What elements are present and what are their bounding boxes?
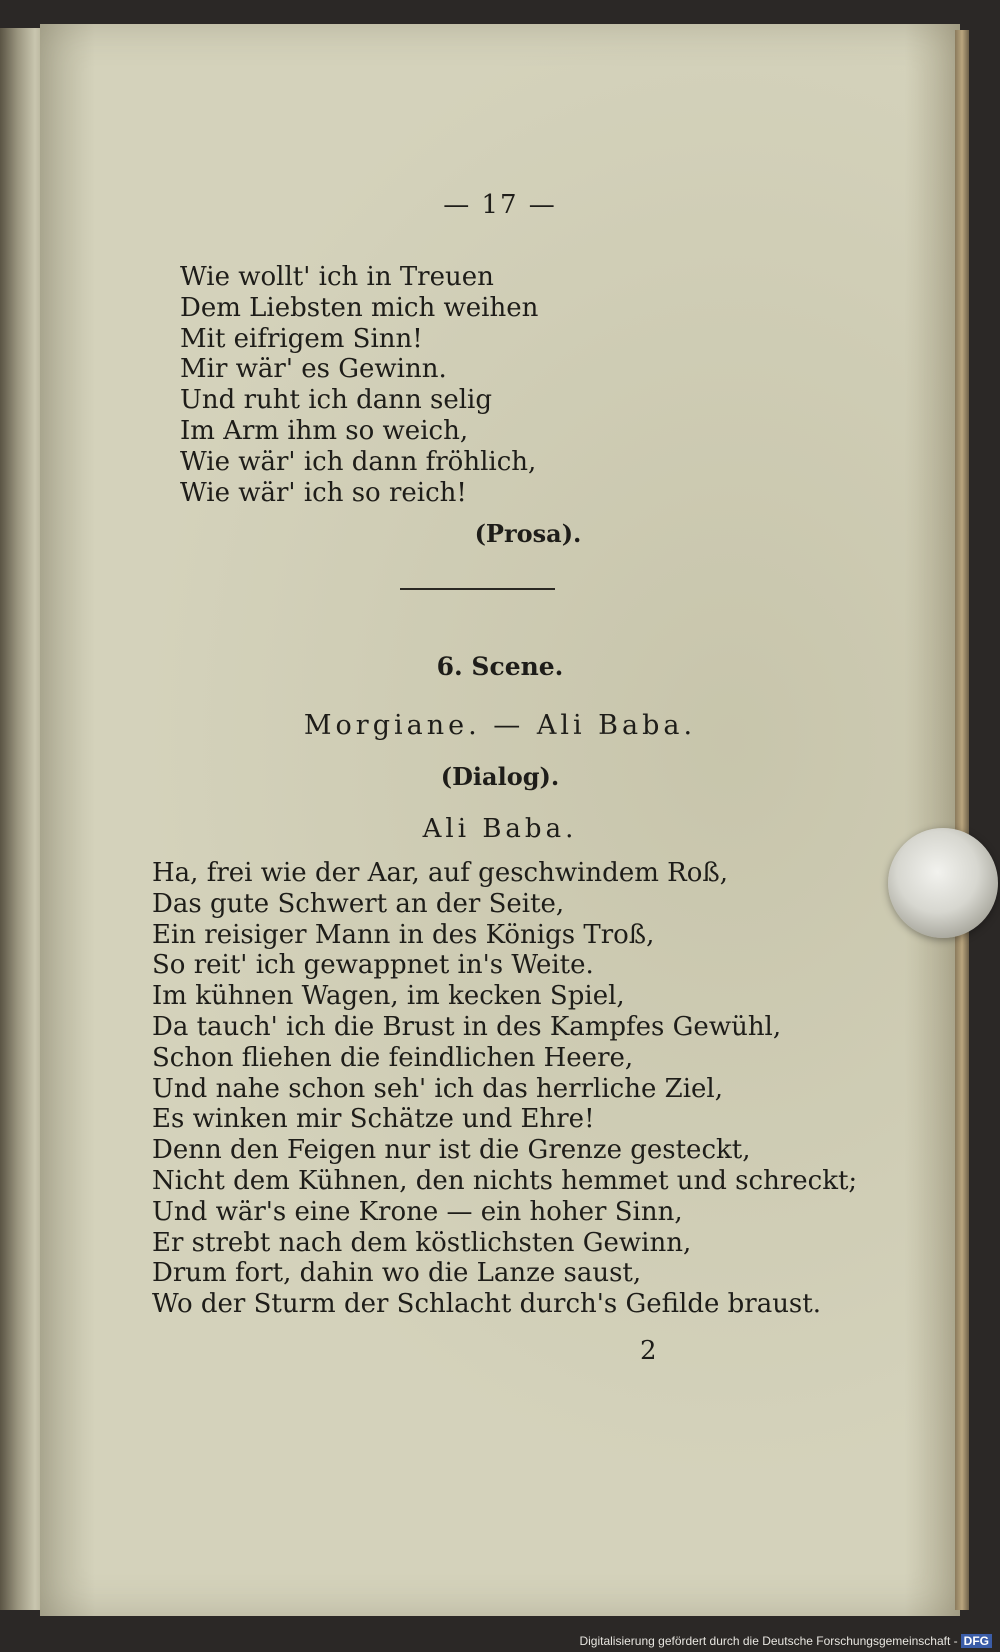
page-number: — 17 — [443,190,557,220]
verse-line: Er strebt nach dem köstlichsten Gewinn, [152,1227,692,1258]
verse-line: Das gute Schwert an der Seite, [152,888,565,919]
verse-line: Und ruht ich dann selig [180,385,492,416]
verse-line: Und nahe schon seh' ich das herrliche Ziel, [152,1073,723,1104]
footer-credit [579,1634,992,1648]
verse-line: Ein reisiger Mann in des Königs Troß, [152,919,655,950]
verse-line: Es winken mir Schätze und Ehre! [152,1104,595,1135]
scene-characters: Morgiane. — Ali Baba. [303,710,697,741]
verse-line: Mit eifrigem Sinn! [180,323,423,354]
verse-line: Dem Liebsten mich weihen [180,292,539,323]
verse-line: Nicht dem Kühnen, den nichts hemmet und schreckt; [152,1165,858,1196]
verse-line: Drum fort, dahin wo die Lanze saust, [152,1258,642,1289]
verse-line: Wo der Sturm der Schlacht durch's Gefilde braust. [152,1289,821,1320]
verse-line: Im Arm ihm so weich, [180,415,469,446]
verse-line: Wie wollt' ich in Treuen [180,262,494,292]
verse-line: Da tauch' ich die Brust in des Kampfes Gewühl, [152,1011,782,1042]
speaker-name: Ali Baba. [422,814,578,844]
verse-line: Schon fliehen die feindlichen Heere, [152,1042,634,1073]
second-verse [152,858,857,1320]
signature-mark: 2 [640,1336,657,1366]
verse-line: Wie wär' ich so reich! [180,477,467,508]
verse-line: Wie wär' ich dann fröhlich, [180,446,537,477]
section-divider [400,588,555,590]
verse-line: Im kühnen Wagen, im kecken Spiel, [152,981,625,1012]
scene-title: 6. Scene. [436,652,564,681]
footer-text: Digitalisierung gefördert durch die Deutsche Forschungsgemeinschaft - [579,1634,958,1648]
verse-line: Und wär's eine Krone — ein hoher Sinn, [152,1196,683,1227]
dfg-badge: DFG [961,1634,992,1648]
verse-line: So reit' ich gewappnet in's Weite. [152,950,594,981]
verse-line: Ha, frei wie der Aar, auf geschwindem Roß, [152,858,728,888]
verse-line: Denn den Feigen nur ist die Grenze gesteckt, [152,1135,751,1166]
verse-line: Mir wär' es Gewinn. [180,354,447,385]
page-clip [888,828,998,938]
dialog-note: (Dialog). [440,762,560,791]
prosa-note: (Prosa). [474,519,582,548]
first-verse [180,262,538,508]
